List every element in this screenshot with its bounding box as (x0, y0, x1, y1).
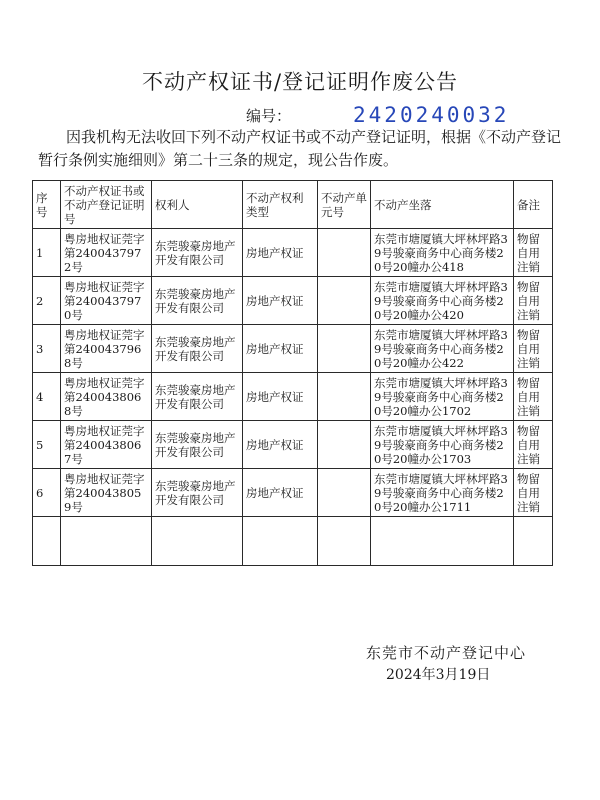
cell-location: 东莞市塘厦镇大坪林坪路39号骏豪商务中心商务楼20号20幢办公1702 (371, 373, 514, 421)
cell-remarks: 物留自用注销 (514, 325, 553, 373)
cell-right-type: 房地产权证 (243, 325, 318, 373)
cell-unit-number (318, 373, 371, 421)
table-row (33, 277, 553, 325)
cell-right-type: 房地产权证 (243, 229, 318, 277)
notice-number-value: 2420240032 (353, 103, 510, 127)
cell-right-holder: 东莞骏豪房地产开发有限公司 (152, 277, 243, 325)
cell-remarks: 物留自用注销 (514, 469, 553, 517)
cell-empty (61, 517, 152, 566)
cell-empty (33, 517, 61, 566)
cell-right-type: 房地产权证 (243, 277, 318, 325)
cell-right-type: 房地产权证 (243, 373, 318, 421)
cell-certificate-number: 粤房地权证莞字第2400438068号 (61, 373, 152, 421)
cell-index: 5 (33, 421, 61, 469)
cell-location: 东莞市塘厦镇大坪林坪路39号骏豪商务中心商务楼20号20幢办公422 (371, 325, 514, 373)
notice-title: 不动产权证书/登记证明作废公告 (141, 70, 459, 94)
cell-empty (243, 517, 318, 566)
header-location: 不动产坐落 (371, 181, 514, 229)
header-certificate-number: 不动产权证书或不动产登记证明号 (61, 181, 152, 229)
cell-empty (514, 517, 553, 566)
cell-unit-number (318, 325, 371, 373)
cell-index: 4 (33, 373, 61, 421)
cell-location: 东莞市塘厦镇大坪林坪路39号骏豪商务中心商务楼20号20幢办公418 (371, 229, 514, 277)
cell-index: 3 (33, 325, 61, 373)
header-right-holder: 权利人 (152, 181, 243, 229)
header-remarks: 备注 (514, 181, 553, 229)
cell-remarks: 物留自用注销 (514, 373, 553, 421)
cell-certificate-number: 粤房地权证莞字第2400438067号 (61, 421, 152, 469)
table-row (33, 373, 553, 421)
header-right-type: 不动产权利类型 (243, 181, 318, 229)
issue-date: 2024年3月19日 (386, 667, 491, 683)
cell-right-holder: 东莞骏豪房地产开发有限公司 (152, 229, 243, 277)
cell-empty (318, 517, 371, 566)
cell-right-holder: 东莞骏豪房地产开发有限公司 (152, 373, 243, 421)
cell-empty (371, 517, 514, 566)
header-index: 序号 (33, 181, 61, 229)
cell-remarks: 物留自用注销 (514, 229, 553, 277)
table-header-row (33, 181, 553, 229)
notice-intro-paragraph: 因我机构无法收回下列不动产权证书或不动产登记证明，根据《不动产登记暂行条例实施细则》第二十三条的规定，现公告作废。 (38, 128, 562, 169)
cell-right-type: 房地产权证 (243, 421, 318, 469)
cell-right-holder: 东莞骏豪房地产开发有限公司 (152, 325, 243, 373)
cell-certificate-number: 粤房地权证莞字第2400438059号 (61, 469, 152, 517)
cell-certificate-number: 粤房地权证莞字第2400437970号 (61, 277, 152, 325)
voided-certificates-table (32, 180, 553, 566)
cell-index: 2 (33, 277, 61, 325)
table-row (33, 325, 553, 373)
table-row (33, 229, 553, 277)
cell-right-type: 房地产权证 (243, 469, 318, 517)
issuing-organization: 东莞市不动产登记中心 (366, 644, 527, 662)
cell-location: 东莞市塘厦镇大坪林坪路39号骏豪商务中心商务楼20号20幢办公1711 (371, 469, 514, 517)
cell-remarks: 物留自用注销 (514, 277, 553, 325)
cell-unit-number (318, 469, 371, 517)
cell-unit-number (318, 421, 371, 469)
table-row (33, 469, 553, 517)
cell-unit-number (318, 277, 371, 325)
cell-remarks: 物留自用注销 (514, 421, 553, 469)
table-row-empty (33, 517, 553, 566)
cell-certificate-number: 粤房地权证莞字第2400437968号 (61, 325, 152, 373)
table-row (33, 421, 553, 469)
cell-index: 1 (33, 229, 61, 277)
cell-right-holder: 东莞骏豪房地产开发有限公司 (152, 421, 243, 469)
cell-location: 东莞市塘厦镇大坪林坪路39号骏豪商务中心商务楼20号20幢办公420 (371, 277, 514, 325)
cell-index: 6 (33, 469, 61, 517)
cell-location: 东莞市塘厦镇大坪林坪路39号骏豪商务中心商务楼20号20幢办公1703 (371, 421, 514, 469)
cell-right-holder: 东莞骏豪房地产开发有限公司 (152, 469, 243, 517)
cell-empty (152, 517, 243, 566)
header-unit-number: 不动产单元号 (318, 181, 371, 229)
cell-unit-number (318, 229, 371, 277)
notice-number-label: 编号： (246, 106, 292, 125)
cell-certificate-number: 粤房地权证莞字第2400437972号 (61, 229, 152, 277)
